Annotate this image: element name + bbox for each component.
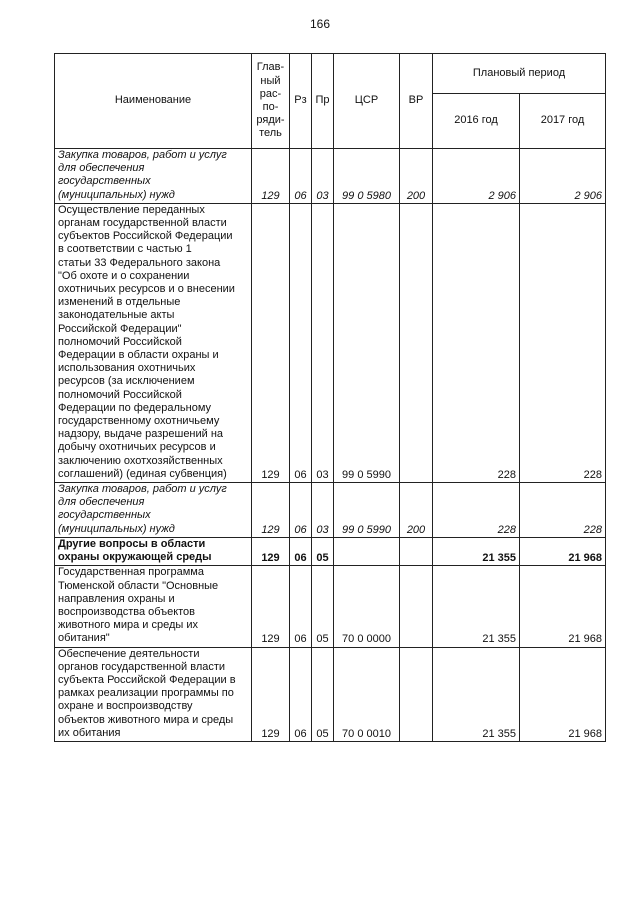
name-line: государственному охотничьему <box>58 415 220 428</box>
row-name-cell <box>55 537 252 565</box>
header-name: Наименование <box>55 54 252 149</box>
budget-table <box>54 53 606 742</box>
name-line: охотничьих ресурсов и о внесении <box>58 283 235 296</box>
name-line: Обеспечение деятельности <box>58 647 200 660</box>
glavny-cell: 129 <box>252 483 290 538</box>
csr-cell: 70 0 0000 <box>334 566 400 647</box>
year-2016-cell: 228 <box>433 483 520 538</box>
rz-cell: 06 <box>290 537 312 565</box>
name-line: субъектов Российской Федерации <box>58 230 233 243</box>
year-2016-cell: 21 355 <box>433 537 520 565</box>
table-row <box>55 149 606 204</box>
year-2016-cell: 2 906 <box>433 149 520 204</box>
glavny-cell: 129 <box>252 537 290 565</box>
name-line: Осуществление переданных <box>58 203 205 216</box>
name-line: Другие вопросы в области <box>58 537 206 550</box>
name-line: заключению охотхозяйственных <box>58 454 223 467</box>
name-line: Государственная программа <box>58 566 204 579</box>
pr-cell: 05 <box>312 537 334 565</box>
name-line: для обеспечения <box>58 162 145 175</box>
name-line: Российской Федерации" <box>58 322 182 335</box>
vr-cell <box>400 537 433 565</box>
name-line: Федерации в области охраны и <box>58 349 219 362</box>
vr-cell: 200 <box>400 483 433 538</box>
name-line: органам государственной власти <box>58 217 227 230</box>
name-line: Тюменской области "Основные <box>58 579 219 592</box>
year-2017-cell: 21 968 <box>520 537 606 565</box>
name-line: надзору, выдаче разрешений на <box>58 428 224 441</box>
name-line: использования охотничьих <box>58 362 196 375</box>
pr-cell: 03 <box>312 203 334 482</box>
name-line: Федерации по федеральному <box>58 401 212 414</box>
name-line: государственных <box>58 509 151 522</box>
rz-cell: 06 <box>290 566 312 647</box>
header-rz: Рз <box>290 54 312 149</box>
row-name-cell <box>55 483 252 538</box>
row-name-cell <box>55 149 252 204</box>
name-line: Закупка товаров, работ и услуг <box>58 149 227 161</box>
year-2016-cell: 228 <box>433 203 520 482</box>
table-row <box>55 483 606 538</box>
glavny-cell: 129 <box>252 203 290 482</box>
year-2017-cell: 21 968 <box>520 566 606 647</box>
row-name-cell <box>55 566 252 647</box>
name-line: полномочий Российской <box>58 335 182 348</box>
csr-cell: 70 0 0010 <box>334 647 400 741</box>
table-row <box>55 537 606 565</box>
rz-cell: 06 <box>290 483 312 538</box>
header-year-2017: 2017 год <box>520 94 606 149</box>
name-line: изменений в отдельные <box>58 296 181 309</box>
rz-cell: 06 <box>290 647 312 741</box>
name-line: охране и воспроизводству <box>58 700 193 713</box>
year-2017-cell: 2 906 <box>520 149 606 204</box>
name-line: Закупка товаров, работ и услуг <box>58 483 227 496</box>
pr-cell: 03 <box>312 483 334 538</box>
rz-cell: 06 <box>290 203 312 482</box>
vr-cell <box>400 203 433 482</box>
header-pr: Пр <box>312 54 334 149</box>
name-line: ресурсов (за исключением <box>58 375 195 388</box>
pr-cell: 05 <box>312 566 334 647</box>
csr-cell: 99 0 5990 <box>334 203 400 482</box>
rz-cell: 06 <box>290 149 312 204</box>
name-line: их обитания <box>58 726 121 739</box>
name-line: законодательные акты <box>58 309 175 322</box>
name-line: рамках реализации программы по <box>58 687 234 700</box>
vr-cell <box>400 566 433 647</box>
name-line: государственных <box>58 175 151 188</box>
table-row <box>55 203 606 482</box>
name-line: субъекта Российской Федерации в <box>58 673 236 686</box>
year-2017-cell: 21 968 <box>520 647 606 741</box>
glavny-cell: 129 <box>252 566 290 647</box>
pr-cell: 03 <box>312 149 334 204</box>
name-line: добычу охотничьих ресурсов и <box>58 441 216 454</box>
table-row <box>55 647 606 741</box>
csr-cell <box>334 537 400 565</box>
header-vr: ВР <box>400 54 433 149</box>
name-line: органов государственной власти <box>58 660 226 673</box>
header-year-2016: 2016 год <box>433 94 520 149</box>
year-2017-cell: 228 <box>520 483 606 538</box>
year-2017-cell: 228 <box>520 203 606 482</box>
csr-cell: 99 0 5990 <box>334 483 400 538</box>
page-number: 166 <box>309 17 331 31</box>
row-name-cell <box>55 203 252 482</box>
name-line: (муниципальных) нужд <box>58 188 175 201</box>
header-glavny-rasporyaditel: Глав- ный рас- по- ряди- тель <box>252 54 290 149</box>
name-line: в соответствии с частью 1 <box>58 243 192 256</box>
vr-cell: 200 <box>400 149 433 204</box>
name-line: "Об охоте и о сохранении <box>58 269 190 282</box>
name-line: (муниципальных) нужд <box>58 522 175 535</box>
header-planned-period: Плановый период <box>433 54 606 94</box>
csr-cell: 99 0 5980 <box>334 149 400 204</box>
table-row <box>55 566 606 647</box>
glavny-cell: 129 <box>252 149 290 204</box>
year-2016-cell: 21 355 <box>433 647 520 741</box>
name-line: животного мира и среды их <box>58 619 198 632</box>
name-line: для обеспечения <box>58 496 145 509</box>
name-line: охраны окружающей среды <box>58 551 212 564</box>
name-line: статьи 33 Федерального закона <box>58 256 221 269</box>
name-line: обитания" <box>58 632 110 645</box>
glavny-cell: 129 <box>252 647 290 741</box>
vr-cell <box>400 647 433 741</box>
row-name-cell <box>55 647 252 741</box>
name-line: воспроизводства объектов <box>58 605 196 618</box>
pr-cell: 05 <box>312 647 334 741</box>
name-line: направления охраны и <box>58 592 175 605</box>
year-2016-cell: 21 355 <box>433 566 520 647</box>
header-csr: ЦСР <box>334 54 400 149</box>
name-line: полномочий Российской <box>58 388 182 401</box>
name-line: объектов животного мира и среды <box>58 713 234 726</box>
name-line: соглашений) (единая субвенция) <box>58 467 227 480</box>
